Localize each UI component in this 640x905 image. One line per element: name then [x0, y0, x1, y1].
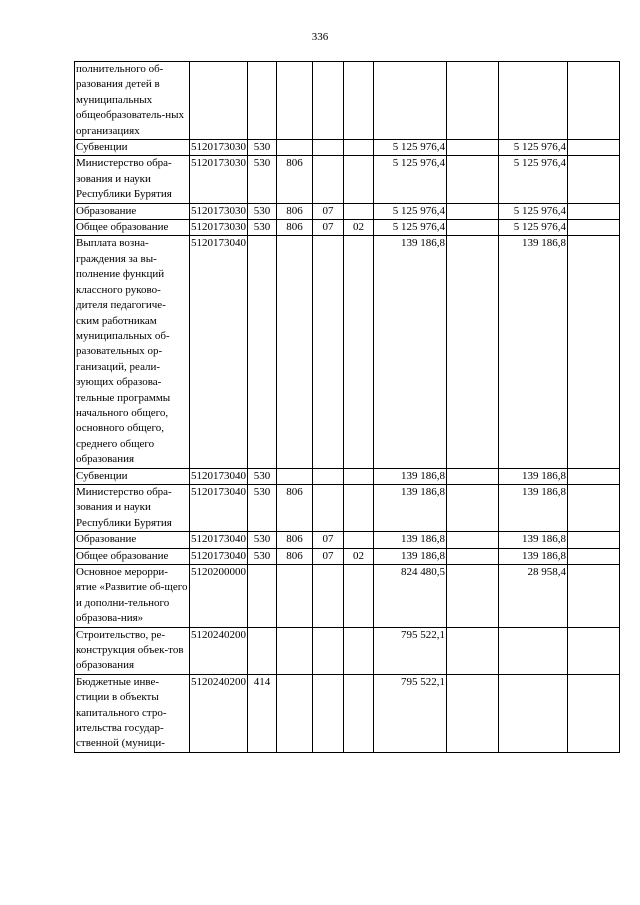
target-code: 5120173030: [190, 156, 248, 203]
ministry-code: 806: [277, 220, 313, 236]
table-row: [75, 156, 620, 203]
expense-type: [248, 62, 277, 140]
row-name: Субвенции: [75, 140, 190, 156]
section-code: [313, 484, 344, 531]
subsection-code: [344, 156, 374, 203]
ministry-code: 806: [277, 548, 313, 564]
amount-col-2: [447, 62, 499, 140]
subsection-code: [344, 565, 374, 628]
subsection-code: [344, 532, 374, 548]
table-row: [75, 674, 620, 752]
amount-total: 5 125 976,4: [374, 203, 447, 219]
amount-total: 795 522,1: [374, 627, 447, 674]
amount-col-2: [447, 565, 499, 628]
target-code: 5120240200: [190, 627, 248, 674]
ministry-code: 806: [277, 484, 313, 531]
amount-col-3: 5 125 976,4: [499, 203, 568, 219]
amount-col-3: [499, 674, 568, 752]
amount-col-4: [568, 62, 620, 140]
row-name: Основное мероpри-ятие «Развитие об-щего и дополни-тельного образова-ния»: [75, 565, 190, 628]
ministry-code: [277, 236, 313, 468]
row-name: Министерство обра-зования и науки Республики Бурятия: [75, 156, 190, 203]
budget-table: [74, 61, 620, 753]
target-code: 5120200000: [190, 565, 248, 628]
ministry-code: 806: [277, 203, 313, 219]
expense-type: 530: [248, 203, 277, 219]
ministry-code: 806: [277, 532, 313, 548]
amount-total: 139 186,8: [374, 548, 447, 564]
amount-col-4: [568, 532, 620, 548]
amount-col-4: [568, 220, 620, 236]
amount-total: 824 480,5: [374, 565, 447, 628]
expense-type: 530: [248, 220, 277, 236]
subsection-code: 02: [344, 220, 374, 236]
amount-col-2: [447, 156, 499, 203]
table-row: [75, 548, 620, 564]
section-code: 07: [313, 548, 344, 564]
table-row: [75, 236, 620, 468]
row-name: Министерство обра-зования и науки Республики Бурятия: [75, 484, 190, 531]
row-name: Выплата возна-граждения за вы-полнение функций классного руково-дителя педагогиче-ским работникам муниципальных об-разовательных ор-ганизаций, реали-зующих образова-тельные программы начального общего, основного общего, среднего общего образования: [75, 236, 190, 468]
expense-type: 414: [248, 674, 277, 752]
expense-type: 530: [248, 140, 277, 156]
amount-col-2: [447, 484, 499, 531]
table-row: [75, 140, 620, 156]
amount-col-4: [568, 674, 620, 752]
amount-col-4: [568, 548, 620, 564]
row-name: Субвенции: [75, 468, 190, 484]
amount-col-4: [568, 565, 620, 628]
section-code: 07: [313, 532, 344, 548]
row-name: Строительство, ре-конструкция объек-тов образования: [75, 627, 190, 674]
amount-col-2: [447, 236, 499, 468]
amount-total: 139 186,8: [374, 484, 447, 531]
subsection-code: [344, 627, 374, 674]
section-code: [313, 236, 344, 468]
target-code: 5120240200: [190, 674, 248, 752]
target-code: 5120173040: [190, 548, 248, 564]
amount-total: 5 125 976,4: [374, 220, 447, 236]
target-code: 5120173040: [190, 484, 248, 531]
page-number: 336: [311, 31, 329, 43]
ministry-code: 806: [277, 156, 313, 203]
table-row: [75, 62, 620, 140]
table-row: [75, 484, 620, 531]
subsection-code: 02: [344, 548, 374, 564]
row-name: Бюджетные инве-стиции в объекты капитального стро-ительства государ-ственной (муници-: [75, 674, 190, 752]
amount-col-4: [568, 236, 620, 468]
row-name: полнительного об-разования детей в муниципальных общеобразователь-ных организациях: [75, 62, 190, 140]
target-code: 5120173040: [190, 236, 248, 468]
amount-col-4: [568, 468, 620, 484]
target-code: 5120173030: [190, 203, 248, 219]
table-row: [75, 565, 620, 628]
amount-col-3: [499, 627, 568, 674]
target-code: 5120173030: [190, 220, 248, 236]
amount-col-3: 139 186,8: [499, 532, 568, 548]
amount-col-4: [568, 140, 620, 156]
target-code: 5120173040: [190, 532, 248, 548]
amount-col-3: 139 186,8: [499, 548, 568, 564]
amount-col-3: 5 125 976,4: [499, 220, 568, 236]
amount-col-3: [499, 62, 568, 140]
ministry-code: [277, 627, 313, 674]
amount-col-3: 139 186,8: [499, 236, 568, 468]
target-code: 5120173040: [190, 468, 248, 484]
expense-type: 530: [248, 548, 277, 564]
amount-total: 139 186,8: [374, 236, 447, 468]
amount-col-4: [568, 627, 620, 674]
row-name: Общее образование: [75, 548, 190, 564]
section-code: [313, 62, 344, 140]
expense-type: [248, 627, 277, 674]
amount-col-3: 5 125 976,4: [499, 156, 568, 203]
expense-type: [248, 565, 277, 628]
amount-col-3: 139 186,8: [499, 468, 568, 484]
subsection-code: [344, 203, 374, 219]
expense-type: 530: [248, 468, 277, 484]
amount-total: 795 522,1: [374, 674, 447, 752]
ministry-code: [277, 468, 313, 484]
table-row: [75, 468, 620, 484]
amount-col-2: [447, 532, 499, 548]
section-code: 07: [313, 220, 344, 236]
section-code: [313, 674, 344, 752]
amount-col-2: [447, 220, 499, 236]
ministry-code: [277, 565, 313, 628]
target-code: 5120173030: [190, 140, 248, 156]
amount-total: 139 186,8: [374, 468, 447, 484]
amount-col-3: 139 186,8: [499, 484, 568, 531]
amount-col-2: [447, 140, 499, 156]
subsection-code: [344, 484, 374, 531]
row-name: Общее образование: [75, 220, 190, 236]
expense-type: 530: [248, 156, 277, 203]
expense-type: 530: [248, 484, 277, 531]
amount-col-3: 28 958,4: [499, 565, 568, 628]
amount-total: [374, 62, 447, 140]
subsection-code: [344, 468, 374, 484]
amount-total: 5 125 976,4: [374, 140, 447, 156]
target-code: [190, 62, 248, 140]
amount-col-2: [447, 627, 499, 674]
ministry-code: [277, 62, 313, 140]
section-code: [313, 140, 344, 156]
row-name: Образование: [75, 532, 190, 548]
amount-col-2: [447, 548, 499, 564]
amount-col-3: 5 125 976,4: [499, 140, 568, 156]
amount-col-4: [568, 203, 620, 219]
table-row: [75, 220, 620, 236]
table-row: [75, 627, 620, 674]
row-name: Образование: [75, 203, 190, 219]
ministry-code: [277, 674, 313, 752]
section-code: 07: [313, 203, 344, 219]
subsection-code: [344, 62, 374, 140]
amount-col-2: [447, 203, 499, 219]
ministry-code: [277, 140, 313, 156]
section-code: [313, 565, 344, 628]
amount-col-4: [568, 484, 620, 531]
table-row: [75, 532, 620, 548]
subsection-code: [344, 674, 374, 752]
subsection-code: [344, 140, 374, 156]
table-row: [75, 203, 620, 219]
section-code: [313, 156, 344, 203]
amount-total: 139 186,8: [374, 532, 447, 548]
expense-type: [248, 236, 277, 468]
section-code: [313, 627, 344, 674]
subsection-code: [344, 236, 374, 468]
amount-total: 5 125 976,4: [374, 156, 447, 203]
amount-col-4: [568, 156, 620, 203]
section-code: [313, 468, 344, 484]
amount-col-2: [447, 674, 499, 752]
amount-col-2: [447, 468, 499, 484]
expense-type: 530: [248, 532, 277, 548]
